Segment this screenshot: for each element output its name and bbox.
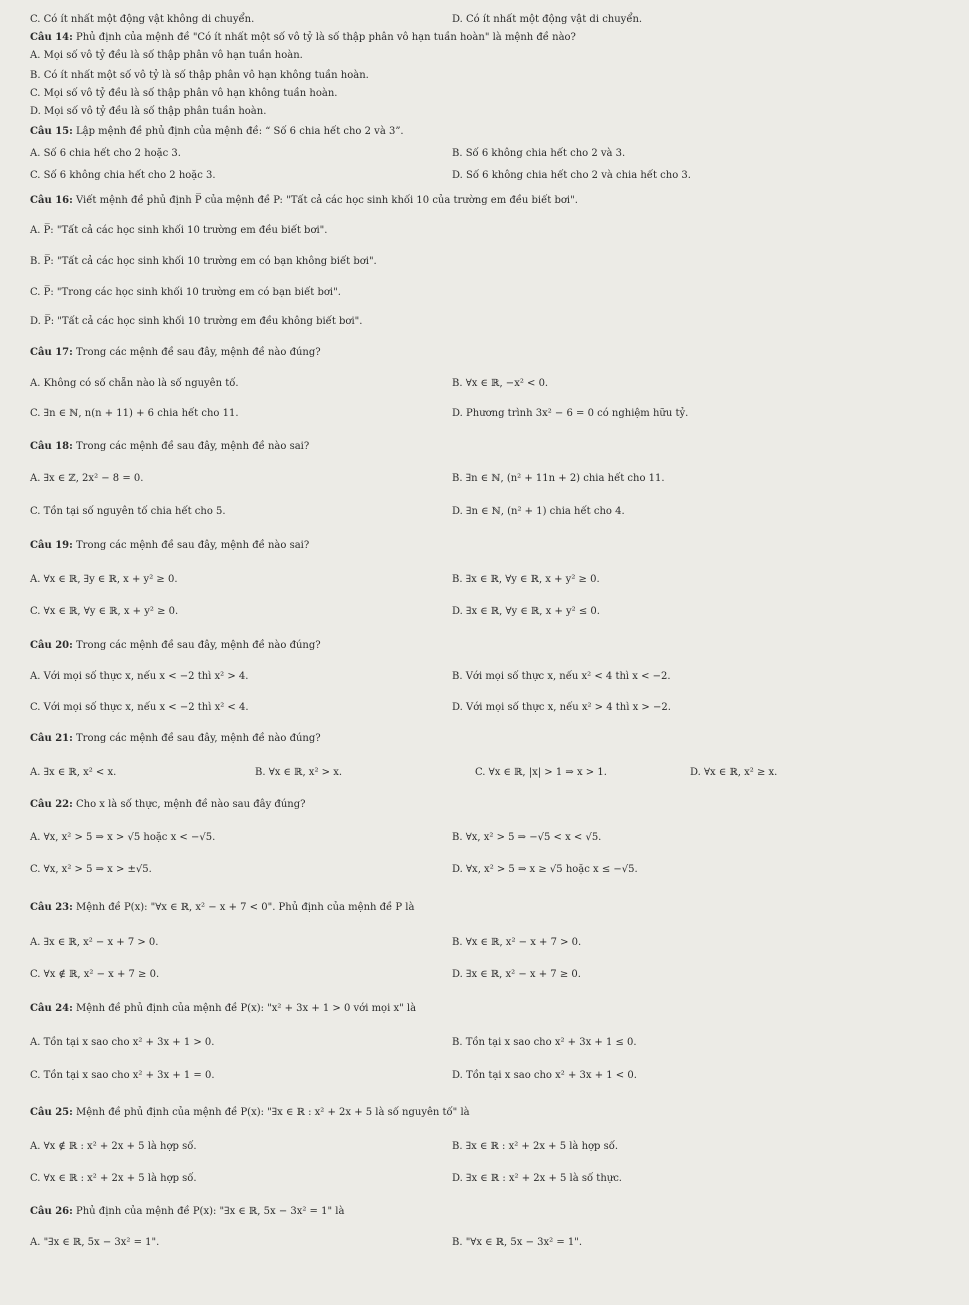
question-text xyxy=(30,337,321,369)
question-label: Câu 22: xyxy=(30,799,73,810)
question-stem: Trong các mệnh đề sau đây, mệnh đề nào đúng? xyxy=(76,640,321,651)
question-stem: Trong các mệnh đề sau đây, mệnh đề nào đúng? xyxy=(76,733,321,744)
question-line xyxy=(0,1097,969,1129)
answer-option: D. Số 6 không chia hết cho 2 và chia hết cho 3. xyxy=(452,170,691,181)
answer-option: B. Với mọi số thực x, nếu x² < 4 thì x < −2. xyxy=(452,671,671,682)
question-stem: Mệnh đề phủ định của mệnh đề P(x): "x² + 3x + 1 > 0 với mọi x" là xyxy=(76,1003,417,1014)
question-text xyxy=(30,185,578,217)
answer-line xyxy=(0,246,969,278)
question-text xyxy=(30,1196,344,1228)
answer-option: C. Với mọi số thực x, nếu x < −2 thì x² < 4. xyxy=(30,702,249,713)
answer-option: B. ∀x ∈ ℝ, x² − x + 7 > 0. xyxy=(452,937,582,948)
answer-option: C. Tồn tại số nguyên tố chia hết cho 5. xyxy=(30,506,226,517)
question-text xyxy=(30,1097,470,1129)
answer-option: D. ∃x ∈ ℝ : x² + 2x + 5 là số thực. xyxy=(452,1173,622,1184)
answer-line xyxy=(0,496,969,528)
answer-line xyxy=(0,368,969,400)
answer-option: C. ∃n ∈ ℕ, n(n + 11) + 6 chia hết cho 11. xyxy=(30,408,239,419)
question-text xyxy=(30,723,321,755)
question-stem: Trong các mệnh đề sau đây, mệnh đề nào sai? xyxy=(76,540,310,551)
question-text xyxy=(30,892,414,924)
answer-option: D. ∀x, x² > 5 ⇒ x ≥ √5 hoặc x ≤ −√5. xyxy=(452,864,638,875)
answer-option: C. Tồn tại x sao cho x² + 3x + 1 = 0. xyxy=(30,1070,215,1081)
answer-option: D. ∀x ∈ ℝ, x² ≥ x. xyxy=(690,767,778,778)
answer-option: C. ∀x, x² > 5 ⇒ x > ±√5. xyxy=(30,864,152,875)
answer-line xyxy=(0,1027,969,1059)
answer-line xyxy=(0,757,969,789)
answer-option: C. ∀x ∈ ℝ, ∀y ∈ ℝ, x + y² ≥ 0. xyxy=(30,606,179,617)
answer-line xyxy=(0,1060,969,1092)
answer-option: A. ∀x ∈ ℝ, ∃y ∈ ℝ, x + y² ≥ 0. xyxy=(30,574,178,585)
answer-option: A. Mọi số vô tỷ đều là số thập phân vô hạn tuần hoàn. xyxy=(30,50,303,61)
answer-option: A. P̅: "Tất cả các học sinh khối 10 trường em đều biết bơi". xyxy=(30,225,328,236)
answer-option: D. Tồn tại x sao cho x² + 3x + 1 < 0. xyxy=(452,1070,637,1081)
answer-option: D. ∃x ∈ ℝ, x² − x + 7 ≥ 0. xyxy=(452,969,581,980)
question-stem: Cho x là số thực, mệnh đề nào sau đây đúng? xyxy=(76,799,306,810)
answer-option: A. ∃x ∈ ℤ, 2x² − 8 = 0. xyxy=(30,473,144,484)
answer-line xyxy=(0,1131,969,1163)
answer-option: B. ∀x ∈ ℝ, x² > x. xyxy=(255,767,343,778)
answer-option: D. Có ít nhất một động vật di chuyển. xyxy=(452,14,643,25)
answer-line xyxy=(0,277,969,309)
answer-option: A. Không có số chẵn nào là số nguyên tố. xyxy=(30,378,239,389)
question-label: Câu 24: xyxy=(30,1003,73,1014)
answer-option: B. ∀x ∈ ℝ, −x² < 0. xyxy=(452,378,549,389)
answer-option: C. ∀x ∈ ℝ, |x| > 1 ⇒ x > 1. xyxy=(475,767,607,778)
question-label: Câu 18: xyxy=(30,441,73,452)
question-line xyxy=(0,630,969,662)
question-label: Câu 23: xyxy=(30,902,73,913)
answer-option: D. Với mọi số thực x, nếu x² > 4 thì x > −2. xyxy=(452,702,671,713)
answer-option: D. ∃x ∈ ℝ, ∀y ∈ ℝ, x + y² ≤ 0. xyxy=(452,606,600,617)
answer-option: B. ∃x ∈ ℝ : x² + 2x + 5 là hợp số. xyxy=(452,1141,619,1152)
question-line xyxy=(0,337,969,369)
answer-option: B. Có ít nhất một số vô tỷ là số thập phân vô hạn không tuần hoàn. xyxy=(30,70,369,81)
answer-line xyxy=(0,692,969,724)
answer-line xyxy=(0,1227,969,1259)
question-line xyxy=(0,892,969,924)
question-line xyxy=(0,789,969,821)
answer-option: C. ∀x ∈ ℝ : x² + 2x + 5 là hợp số. xyxy=(30,1173,197,1184)
answer-option: B. P̅: "Tất cả các học sinh khối 10 trường em có bạn không biết bơi". xyxy=(30,256,377,267)
answer-option: B. "∀x ∈ ℝ, 5x − 3x² = 1". xyxy=(452,1237,583,1248)
answer-option: C. P̅: "Trong các học sinh khối 10 trường em có bạn biết bơi". xyxy=(30,287,341,298)
answer-line xyxy=(0,596,969,628)
answer-option: D. Phương trình 3x² − 6 = 0 có nghiệm hữu tỷ. xyxy=(452,408,689,419)
question-line xyxy=(0,723,969,755)
answer-option: B. Tồn tại x sao cho x² + 3x + 1 ≤ 0. xyxy=(452,1037,637,1048)
answer-option: A. ∃x ∈ ℝ, x² < x. xyxy=(30,767,117,778)
answer-option: B. ∀x, x² > 5 ⇒ −√5 < x < √5. xyxy=(452,832,602,843)
question-stem: Viết mệnh đề phủ định P̅ của mệnh đề P: "Tất cả các học sinh khối 10 của trường em đều biết bơi". xyxy=(76,195,578,206)
question-label: Câu 26: xyxy=(30,1206,73,1217)
question-text xyxy=(30,630,321,662)
question-label: Câu 19: xyxy=(30,540,73,551)
answer-option: C. Số 6 không chia hết cho 2 hoặc 3. xyxy=(30,170,216,181)
answer-option: D. P̅: "Tất cả các học sinh khối 10 trường em đều không biết bơi". xyxy=(30,316,363,327)
answer-option: A. "∃x ∈ ℝ, 5x − 3x² = 1". xyxy=(30,1237,160,1248)
answer-option: D. Mọi số vô tỷ đều là số thập phân tuần hoàn. xyxy=(30,106,267,117)
answer-option: A. ∀x ∉ ℝ : x² + 2x + 5 là hợp số. xyxy=(30,1141,197,1152)
question-line xyxy=(0,530,969,562)
question-stem: Trong các mệnh đề sau đây, mệnh đề nào đúng? xyxy=(76,347,321,358)
answer-line xyxy=(0,1163,969,1195)
question-label: Câu 25: xyxy=(30,1107,73,1118)
answer-line xyxy=(0,398,969,430)
answer-option: B. ∃x ∈ ℝ, ∀y ∈ ℝ, x + y² ≥ 0. xyxy=(452,574,600,585)
answer-option: C. Mọi số vô tỷ đều là số thập phân vô hạn không tuần hoàn. xyxy=(30,88,338,99)
answer-option: A. ∃x ∈ ℝ, x² − x + 7 > 0. xyxy=(30,937,159,948)
question-line xyxy=(0,1196,969,1228)
answer-option: A. Tồn tại x sao cho x² + 3x + 1 > 0. xyxy=(30,1037,215,1048)
question-label: Câu 21: xyxy=(30,733,73,744)
answer-line xyxy=(0,854,969,886)
question-stem: Trong các mệnh đề sau đây, mệnh đề nào sai? xyxy=(76,441,310,452)
answer-line xyxy=(0,822,969,854)
question-line xyxy=(0,431,969,463)
question-label: Câu 20: xyxy=(30,640,73,651)
answer-line xyxy=(0,564,969,596)
answer-line xyxy=(0,215,969,247)
answer-option: D. ∃n ∈ ℕ, (n² + 1) chia hết cho 4. xyxy=(452,506,625,517)
question-label: Câu 17: xyxy=(30,347,73,358)
question-label: Câu 15: xyxy=(30,126,73,137)
question-label: Câu 14: xyxy=(30,32,73,43)
answer-option: A. ∀x, x² > 5 ⇒ x > √5 hoặc x < −√5. xyxy=(30,832,216,843)
question-line xyxy=(0,993,969,1025)
question-text xyxy=(30,530,309,562)
answer-line xyxy=(0,306,969,338)
answer-line xyxy=(0,927,969,959)
question-stem: Phủ định của mệnh đề "Có ít nhất một số vô tỷ là số thập phân vô hạn tuần hoàn" là mệnh đề nào? xyxy=(76,32,576,43)
answer-line xyxy=(0,463,969,495)
question-stem: Phủ định của mệnh đề P(x): "∃x ∈ ℝ, 5x − 3x² = 1" là xyxy=(76,1206,345,1217)
question-text xyxy=(30,789,305,821)
question-stem: Mệnh đề P(x): "∀x ∈ ℝ, x² − x + 7 < 0". Phủ định của mệnh đề P là xyxy=(76,902,415,913)
question-label: Câu 16: xyxy=(30,195,73,206)
question-stem: Mệnh đề phủ định của mệnh đề P(x): "∃x ∈ ℝ : x² + 2x + 5 là số nguyên tố" là xyxy=(76,1107,470,1118)
answer-option: B. Số 6 không chia hết cho 2 và 3. xyxy=(452,148,626,159)
answer-line xyxy=(0,661,969,693)
answer-option: C. Có ít nhất một động vật không di chuyển. xyxy=(30,14,255,25)
answer-option: A. Số 6 chia hết cho 2 hoặc 3. xyxy=(30,148,181,159)
answer-line xyxy=(0,959,969,991)
answer-option: C. ∀x ∉ ℝ, x² − x + 7 ≥ 0. xyxy=(30,969,160,980)
question-stem: Lập mệnh đề phủ định của mệnh đề: “ Số 6 chia hết cho 2 và 3”. xyxy=(76,126,404,137)
answer-option: A. Với mọi số thực x, nếu x < −2 thì x² > 4. xyxy=(30,671,249,682)
question-text xyxy=(30,993,416,1025)
answer-option: B. ∃n ∈ ℕ, (n² + 11n + 2) chia hết cho 11. xyxy=(452,473,665,484)
question-line xyxy=(0,185,969,217)
question-text xyxy=(30,431,309,463)
